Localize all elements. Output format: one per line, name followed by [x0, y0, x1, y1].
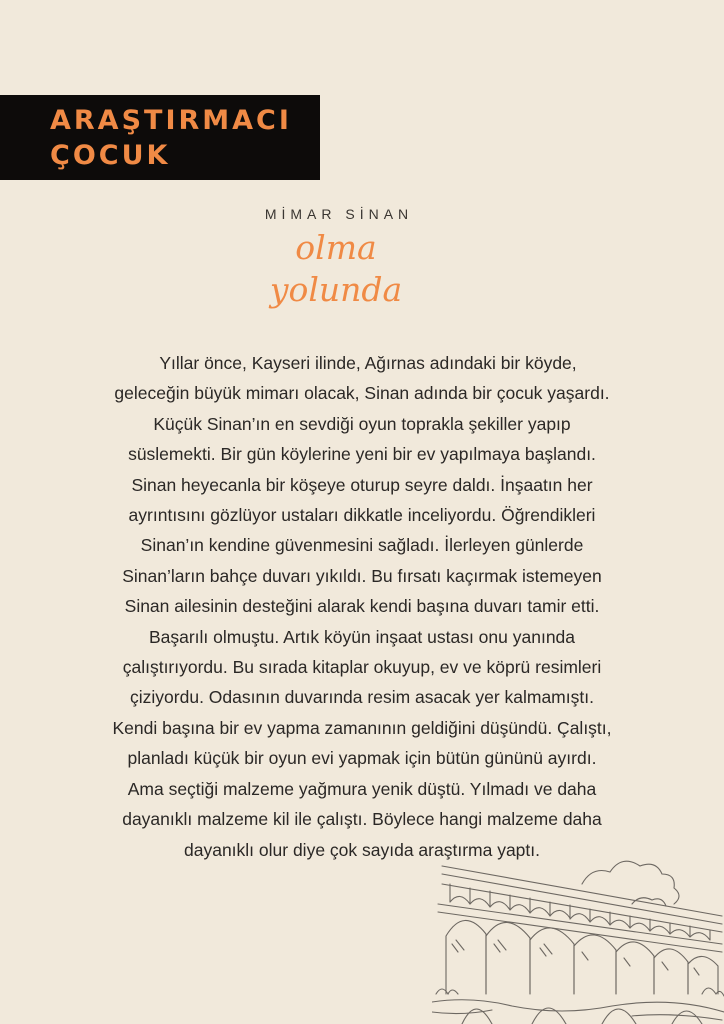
story-line: Başarılı olmuştu. Artık köyün inşaat ustası onu yanında: [148, 626, 576, 647]
script-heading-line-2: yolunda: [269, 270, 403, 309]
story-line: Sinan’ın kendine güvenmesini sağladı. İlerleyen günlerde: [140, 535, 584, 556]
kicker-text: MİMAR SİNAN: [264, 206, 414, 222]
story-line: Kendi başına bir ev yapma zamanının geldiğini düşündü. Çalıştı,: [112, 717, 612, 738]
story-line: Sinan’ların bahçe duvarı yıkıldı. Bu fırsatı kaçırmak istemeyen: [122, 565, 602, 586]
story-line: Küçük Sinan’ın en sevdiği oyun toprakla şekiller yapıp: [153, 413, 571, 434]
story-line: Yıllar önce, Kayseri ilinde, Ağırnas adındaki bir köyde,: [159, 353, 577, 373]
story-paragraph: [90, 348, 634, 865]
title-line-1: ARAŞTIRMACI: [50, 105, 292, 136]
story-line: Sinan heyecanla bir köşeye oturup seyre daldı. İnşaatın her: [131, 474, 593, 495]
story-line: ayrıntısını gözlüyor ustaları dikkatle inceliyordu. Öğrendikleri: [128, 505, 596, 526]
title-line-2: ÇOCUK: [50, 140, 171, 171]
story-line: Ama seçtiği malzeme yağmura yenik düştü. Yılmadı ve daha: [127, 778, 597, 799]
script-heading-line-1: olma: [295, 228, 377, 267]
story-line: planladı küçük bir oyun evi yapmak için bütün gününü ayırdı.: [127, 748, 597, 769]
story-line: süslemekti. Bir gün köylerine yeni bir ev yapılmaya başlandı.: [128, 444, 596, 465]
story-line: dayanıklı olur diye çok sayıda araştırma yaptı.: [184, 839, 540, 860]
story-line: çalıştırıyordu. Bu sırada kitaplar okuyup, ev ve köprü resimleri: [122, 657, 602, 678]
story-line: geleceğin büyük mimarı olacak, Sinan adında bir çocuk yaşardı.: [114, 383, 610, 404]
story-line: çiziyordu. Odasının duvarında resim asacak yer kalmamıştı.: [130, 687, 594, 708]
aqueduct-sketch-illustration: [432, 844, 724, 1024]
story-line: Sinan ailesinin desteğini alarak kendi başına duvarı tamir etti.: [124, 596, 600, 617]
page-title: [50, 103, 292, 173]
story-line: dayanıklı malzeme kil ile çalıştı. Böylece hangi malzeme daha: [122, 809, 602, 830]
